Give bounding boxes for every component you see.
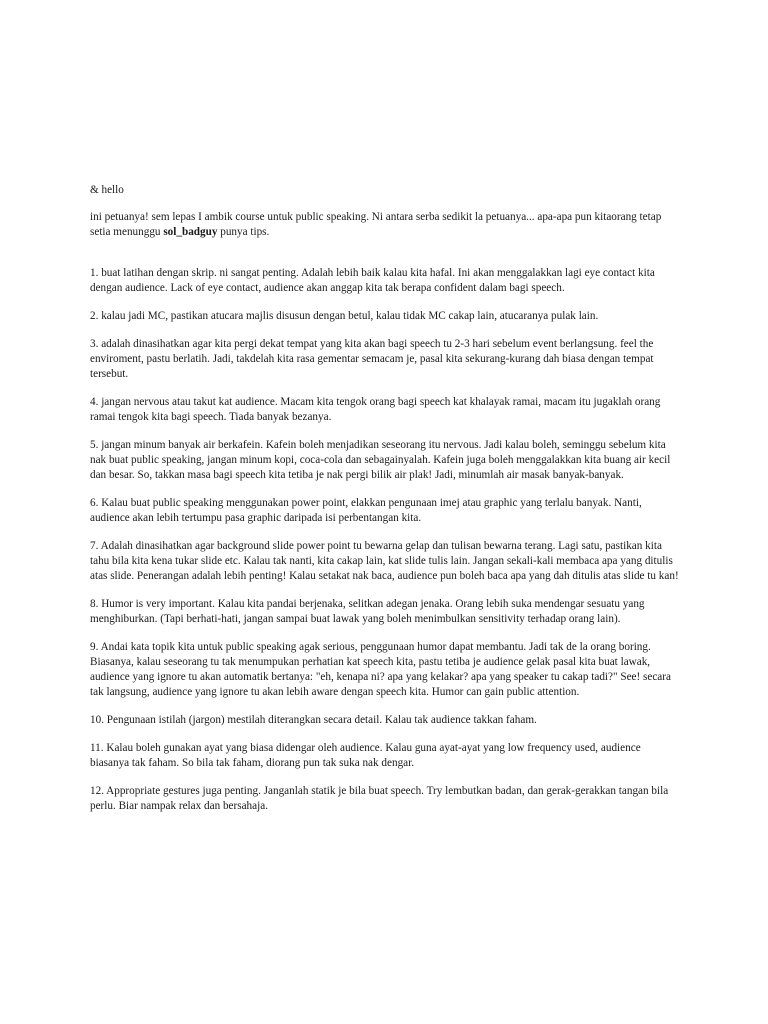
- intro-text-after: punya tips.: [217, 226, 270, 238]
- tip-item-3: 3. adalah dinasihatkan agar kita pergi dekat tempat yang kita akan bagi speech tu 2-3 hari sebelum event berlangsung. feel the enviroment, pastu berlatih. Jadi, takdelah kita rasa gementar semacam je, pasal kita sekurang-kurang dah biasa dengan tempat tersebut.: [90, 338, 654, 380]
- tip-item-4: 4. jangan nervous atau takut kat audience. Macam kita tengok orang bagi speech kat khalayak ramai, macam itu jugaklah orang ramai tengok kita bagi speech. Tiada banyak bezanya.: [90, 396, 661, 423]
- intro-paragraph: [90, 210, 680, 240]
- tip-item-12: 12. Appropriate gestures juga penting. Janganlah statik je bila buat speech. Try lembutkan badan, dan gerak-gerakkan tangan bila perlu. Biar nampak relax dan bersahaja.: [90, 785, 669, 812]
- tip-item-5: 5. jangan minum banyak air berkafein. Kafein boleh menjadikan seseorang itu nervous. Jadi kalau boleh, seminggu sebelum kita nak buat public speaking, jangan minum kopi, coca-cola dan sebagainyalah. Kafein juga boleh menggalakkan kita buang air kecil dan besar. So, takkan masa bagi speech kita tetiba je nak pergi bilik air plak! Jadi, minumlah air masak banyak-banyak.: [90, 439, 671, 481]
- intro-text-before: ini petuanya! sem lepas I ambik course untuk public speaking. Ni antara serba sedikit la petuanya... apa-apa pun kitaorang tetap setia menunggu: [90, 211, 662, 238]
- author-handle: sol_badguy: [163, 226, 218, 238]
- tip-item-7: 7. Adalah dinasihatkan agar background slide power point tu bewarna gelap dan tulisan bewarna terang. Lagi satu, pastikan kita tahu bila kita kena tukar slide etc. Kalau tak nanti, kita cakap lain, kat slide tulis lain. Jangan sekali-kali membaca apa yang ditulis atas slide. Penerangan adalah lebih penting! Kalau setakat nak baca, audience pun boleh baca apa yang dah ditulis atas slide tu kan!: [90, 540, 679, 582]
- tip-item-1: 1. buat latihan dengan skrip. ni sangat penting. Adalah lebih baik kalau kita hafal. Ini akan menggalakkan lagi eye contact kita dengan audience. Lack of eye contact, audience akan anggap kita tak berapa confident dalam bagi speech.: [90, 267, 655, 294]
- tip-item-8: 8. Humor is very important. Kalau kita pandai berjenaka, selitkan adegan jenaka. Orang lebih suka mendengar sesuatu yang menghiburkan. (Tapi berhati-hati, jangan sampai buat lawak yang boleh menimbulkan sensitivity terhadap orang lain).: [90, 598, 645, 625]
- tip-item-10: 10. Pengunaan istilah (jargon) mestilah diterangkan secara detail. Kalau tak audience takkan faham.: [90, 714, 537, 726]
- greeting-line: & hello: [90, 184, 124, 196]
- tip-item-6: 6. Kalau buat public speaking menggunakan power point, elakkan pengunaan imej atau graphic yang terlalu banyak. Nanti, audience akan lebih tertumpu pasa graphic daripada isi perbentangan kita.: [90, 497, 642, 524]
- tip-item-9: 9. Andai kata topik kita untuk public speaking agak serious, penggunaan humor dapat membantu. Jadi tak de la orang boring. Biasanya, kalau seseorang tu tak menumpukan perhatian kat speech kita, pastu tetiba je audience gelak pasal kita buat lawak, audience yang ignore tu akan automatik bertanya: "eh, kenapa ni? apa yang kelakar? apa yang speaker tu cakap tadi?" See! secara tak langsung, audience yang ignore tu akan lebih aware dengan speech kita. Humor can gain public attention.: [90, 641, 671, 698]
- tip-item-2: 2. kalau jadi MC, pastikan atucara majlis disusun dengan betul, kalau tidak MC cakap lain, atucaranya pulak lain.: [90, 310, 599, 322]
- tip-item-11: 11. Kalau boleh gunakan ayat yang biasa didengar oleh audience. Kalau guna ayat-ayat yang low frequency used, audience biasanya tak faham. So bila tak faham, diorang pun tak suka nak dengar.: [90, 742, 641, 769]
- document-body: [90, 183, 680, 827]
